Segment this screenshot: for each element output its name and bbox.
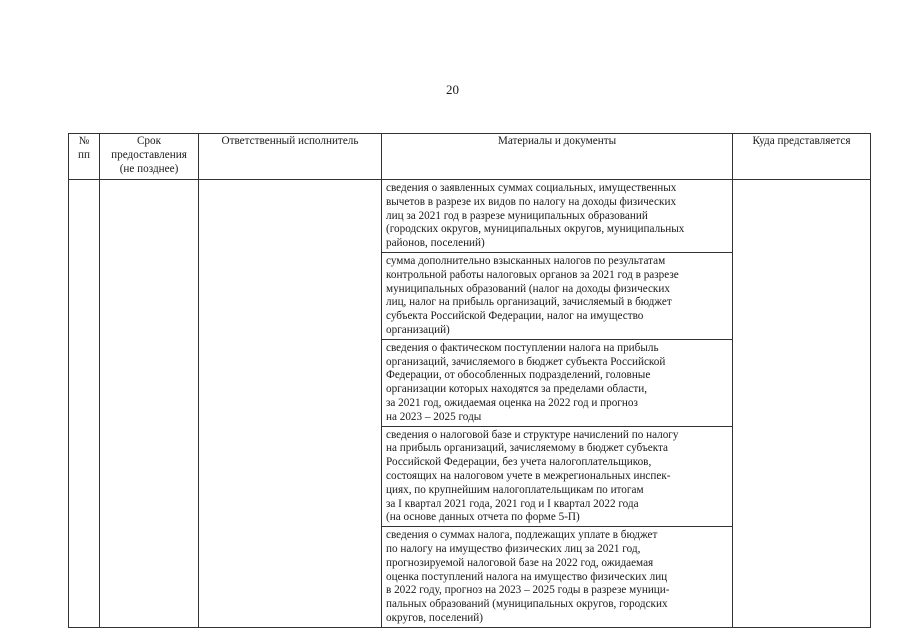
- materials-line: циях, по крупнейшим налогоплательщикам по итогам: [386, 483, 644, 496]
- materials-line: сумма дополнительно взысканных налогов по результатам: [386, 254, 666, 267]
- materials-line: муниципальных образований (налог на доходы физических: [386, 282, 670, 295]
- materials-table: [68, 133, 871, 628]
- materials-line: районов, поселений): [386, 237, 485, 250]
- materials-line: организации которых находятся за пределами области,: [386, 383, 648, 396]
- materials-line: оценка поступлений налога на имущество физических лиц: [386, 570, 668, 583]
- materials-line: на 2023 – 2025 годы: [386, 410, 482, 423]
- cell-materials: [382, 180, 733, 253]
- materials-line: округов, поселений): [386, 611, 484, 624]
- materials-line: сведения о заявленных суммах социальных, имущественных: [386, 182, 677, 194]
- materials-line: за 2021 год, ожидаемая оценка на 2022 год и прогноз: [386, 396, 638, 409]
- cell-materials: [382, 252, 733, 339]
- cell-responsible: [199, 180, 382, 628]
- materials-line: по налогу на имущество физических лиц за 2021 год,: [386, 542, 641, 555]
- cell-deadline: [100, 180, 199, 628]
- materials-line: в 2022 году, прогноз на 2023 – 2025 годы в разрезе муници-: [386, 584, 670, 597]
- cell-materials: [382, 527, 733, 628]
- materials-line: Российской Федерации, без учета налогоплательщиков,: [386, 456, 652, 469]
- materials-line: пальных образований (муниципальных округов, городских: [386, 598, 668, 611]
- cell-number: [69, 180, 100, 628]
- materials-line: субъекта Российской Федерации, налог на имущество: [386, 310, 644, 323]
- materials-line: лиц за 2021 год в разрезе муниципальных образований: [386, 209, 648, 222]
- materials-line: (городских округов, муниципальных округов, муниципальных: [386, 223, 685, 236]
- page-number: 20: [446, 82, 459, 97]
- materials-line: организаций, зачисляемого в бюджет субъекта Российской: [386, 355, 666, 368]
- materials-line: вычетов в разрезе их видов по налогу на доходы физических: [386, 195, 677, 208]
- materials-line: состоящих на налоговом учете в межрегиональных инспек-: [386, 469, 671, 482]
- cell-materials: [382, 339, 733, 426]
- header-materials: Материалы и документы: [382, 134, 733, 180]
- materials-line: (на основе данных отчета по форме 5-П): [386, 511, 580, 524]
- materials-line: на прибыль организаций, зачисляемому в бюджет субъекта: [386, 442, 668, 455]
- header-number: № пп: [69, 134, 100, 180]
- header-responsible: Ответственный исполнитель: [199, 134, 382, 180]
- materials-line: сведения о фактическом поступлении налога на прибыль: [386, 341, 659, 354]
- table-row: [69, 180, 871, 253]
- materials-line: сведения о суммах налога, подлежащих уплате в бюджет: [386, 529, 658, 542]
- materials-line: организаций): [386, 323, 450, 336]
- materials-line: прогнозируемой налоговой базе на 2022 год, ожидаемая: [386, 556, 654, 569]
- cell-materials: [382, 426, 733, 527]
- header-destination: Куда представляется: [733, 134, 871, 180]
- materials-line: сведения о налоговой базе и структуре начислений по налогу: [386, 428, 679, 441]
- materials-line: за I квартал 2021 года, 2021 год и I квартал 2022 года: [386, 497, 639, 510]
- cell-destination: [733, 180, 871, 628]
- materials-line: лиц, налог на прибыль организаций, зачисляемый в бюджет: [386, 296, 672, 309]
- header-deadline: Срок предоставления (не позднее): [100, 134, 199, 180]
- materials-line: Федерации, от обособленных подразделений, головные: [386, 369, 651, 382]
- table-header-row: [69, 134, 871, 180]
- materials-line: контрольной работы налоговых органов за 2021 год в разрезе: [386, 268, 679, 281]
